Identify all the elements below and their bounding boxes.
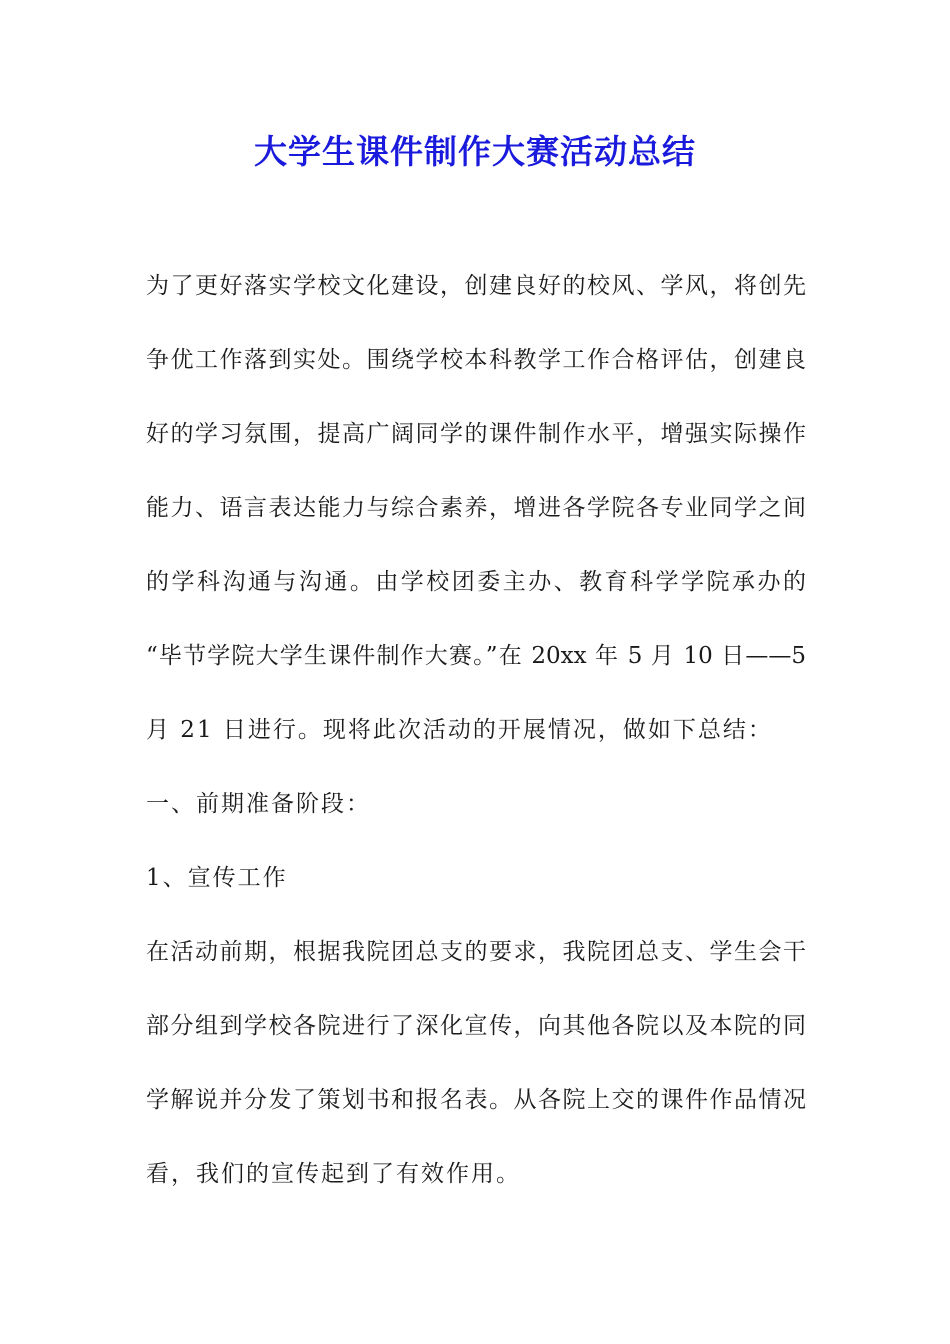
paragraph-line: 在活动前期，根据我院团总支的要求，我院团总支、学生会干 bbox=[146, 939, 806, 965]
paragraph-line: 看，我们的宣传起到了有效作用。 bbox=[146, 1161, 521, 1187]
paragraph-line: 月 21 日进行。现将此次活动的开展情况，做如下总结： bbox=[146, 717, 773, 743]
document-body bbox=[146, 262, 806, 1224]
section-heading: 一、前期准备阶段： bbox=[146, 791, 371, 817]
paragraph-line: 好的学习氛围，提高广阔同学的课件制作水平，增强实际操作 bbox=[146, 421, 806, 447]
paragraph-line: 的学科沟通与沟通。由学校团委主办、教育科学学院承办的 bbox=[146, 569, 806, 595]
paragraph-line: “毕节学院大学生课件制作大赛。”在 20xx 年 5 月 10 日——5 bbox=[146, 643, 806, 669]
paragraph-line: 争优工作落到实处。围绕学校本科教学工作合格评估，创建良 bbox=[146, 347, 806, 373]
paragraph-line: 为了更好落实学校文化建设，创建良好的校风、学风，将创先 bbox=[146, 273, 806, 299]
page-title: 大学生课件制作大赛活动总结 bbox=[254, 132, 696, 171]
paragraph-line: 能力、语言表达能力与综合素养，增进各学院各专业同学之间 bbox=[146, 495, 806, 521]
subsection-heading: 1、宣传工作 bbox=[146, 865, 288, 891]
paragraph-line: 部分组到学校各院进行了深化宣传，向其他各院以及本院的同 bbox=[146, 1013, 806, 1039]
paragraph-line: 学解说并分发了策划书和报名表。从各院上交的课件作品情况 bbox=[146, 1087, 806, 1113]
